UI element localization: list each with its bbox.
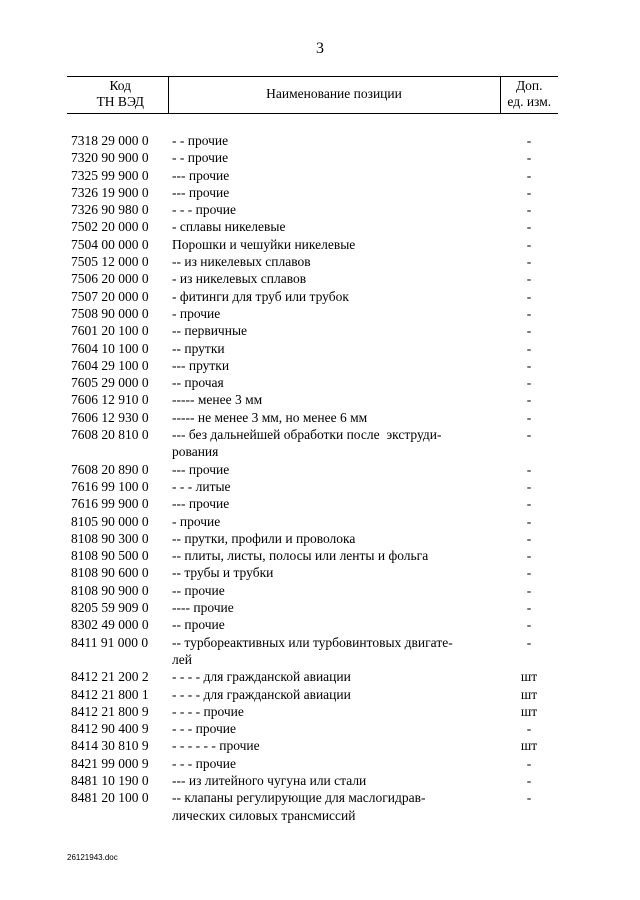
supplementary-unit: - (526, 461, 532, 477)
commodity-code: 7606 12 930 0 (71, 409, 149, 425)
commodity-name-line: - - - - - - прочие (172, 738, 260, 754)
commodity-name (168, 201, 500, 218)
column-header-code-line1: Код (109, 78, 132, 93)
supplementary-unit: - (526, 478, 532, 494)
supplementary-unit: - (526, 617, 532, 633)
commodity-name (168, 132, 500, 149)
commodity-code: 7320 90 900 0 (71, 150, 149, 166)
table-row (67, 495, 558, 512)
commodity-code: 8105 90 000 0 (71, 513, 149, 529)
commodity-name-line: -- прутки, профили и проволока (172, 530, 356, 546)
supplementary-unit: - (526, 271, 532, 287)
commodity-name-line: -- трубы и трубки (172, 565, 274, 581)
table-row (67, 149, 558, 166)
supplementary-unit: - (526, 634, 532, 650)
commodity-code: 8414 30 810 9 (71, 738, 149, 754)
commodity-name (168, 720, 500, 737)
table-row (67, 426, 558, 461)
commodity-code: 8108 90 900 0 (71, 582, 149, 598)
commodity-name (168, 495, 500, 512)
commodity-name (168, 305, 500, 322)
commodity-name-line: - - - прочие (172, 202, 236, 218)
table-row (67, 218, 558, 235)
table-row (67, 616, 558, 633)
commodity-code: 7608 20 810 0 (71, 427, 149, 443)
commodity-name-line: -- прочие (172, 582, 225, 598)
commodity-name (168, 547, 500, 564)
table-row (67, 564, 558, 581)
commodity-code: 7325 99 900 0 (71, 167, 149, 183)
commodity-name-line: -- прочая (172, 375, 224, 391)
commodity-name (168, 599, 500, 616)
supplementary-unit: - (526, 167, 532, 183)
commodity-name (168, 634, 500, 669)
table-row (67, 184, 558, 201)
table-row (67, 755, 558, 772)
commodity-code: 7504 00 000 0 (71, 236, 149, 252)
supplementary-unit: - (526, 202, 532, 218)
table-row (67, 288, 558, 305)
commodity-code: 7502 20 000 0 (71, 219, 149, 235)
commodity-name (168, 270, 500, 287)
commodity-name-line: - из никелевых сплавов (172, 271, 307, 287)
commodity-name-line: ----- не менее 3 мм, но менее 6 мм (172, 409, 368, 425)
table-row (67, 270, 558, 287)
supplementary-unit: - (526, 772, 532, 788)
column-header-unit (500, 77, 558, 114)
table-row (67, 391, 558, 408)
commodity-name (168, 374, 500, 391)
commodity-code: 8205 59 909 0 (71, 600, 149, 616)
column-header-code (67, 77, 168, 114)
supplementary-unit: - (526, 513, 532, 529)
supplementary-unit: - (526, 409, 532, 425)
commodity-name-line: -- прутки (172, 340, 225, 356)
commodity-name-line: - - - прочие (172, 755, 236, 771)
commodity-name-line: -- плиты, листы, полосы или ленты и фольга (172, 548, 429, 564)
commodity-name-line: - сплавы никелевые (172, 219, 286, 235)
table-row (67, 461, 558, 478)
supplementary-unit: - (526, 219, 532, 235)
commodity-name-line: - - - литые (172, 478, 231, 494)
commodity-name-line: лических силовых трансмиссий (172, 807, 356, 823)
commodity-name-line: --- прочие (172, 461, 230, 477)
commodity-name (168, 184, 500, 201)
commodity-name (168, 288, 500, 305)
commodity-name-line: - - - - для гражданской авиации (172, 686, 351, 702)
commodity-name-line: лей (172, 651, 192, 667)
commodity-code: 8108 90 500 0 (71, 548, 149, 564)
supplementary-unit: - (526, 582, 532, 598)
supplementary-unit: - (526, 548, 532, 564)
commodity-name-line: -- первичные (172, 323, 248, 339)
commodity-name (168, 755, 500, 772)
commodity-code: 8421 99 000 9 (71, 755, 149, 771)
commodity-name-line: - фитинги для труб или трубок (172, 288, 349, 304)
commodity-name (168, 737, 500, 754)
commodity-name-line: - - - прочие (172, 721, 236, 737)
commodity-code: 8412 90 400 9 (71, 721, 149, 737)
table-row (67, 409, 558, 426)
commodity-name (168, 703, 500, 720)
table-row (67, 634, 558, 669)
supplementary-unit: - (526, 254, 532, 270)
supplementary-unit: - (526, 375, 532, 391)
table-row (67, 582, 558, 599)
commodity-name-line: - - прочие (172, 133, 229, 148)
commodity-name-line: - прочие (172, 513, 221, 529)
commodity-name (168, 478, 500, 495)
commodity-code: 8481 10 190 0 (71, 772, 149, 788)
column-header-unit-line2: ед. изм. (507, 94, 552, 109)
supplementary-unit: шт (520, 738, 538, 754)
supplementary-unit: - (526, 392, 532, 408)
commodity-name (168, 322, 500, 339)
table-row (67, 253, 558, 270)
commodity-name-line: -- прочие (172, 617, 225, 633)
supplementary-unit: - (526, 530, 532, 546)
table-row (67, 530, 558, 547)
commodity-name-line: --- без дальнейшей обработки после экструди- (172, 427, 442, 443)
table-row (67, 374, 558, 391)
supplementary-unit: - (526, 755, 532, 771)
commodity-code: 7608 20 890 0 (71, 461, 149, 477)
commodity-code: 8108 90 300 0 (71, 530, 149, 546)
commodity-code: 7616 99 900 0 (71, 496, 149, 512)
commodity-code: 7601 20 100 0 (71, 323, 149, 339)
commodity-code: 8302 49 000 0 (71, 617, 149, 633)
supplementary-unit: - (526, 340, 532, 356)
column-header-code-line2: ТН ВЭД (96, 94, 144, 109)
column-header-name: Наименование позиции (168, 77, 500, 114)
commodity-name-line: --- прутки (172, 357, 230, 373)
commodity-name-line: Порошки и чешуйки никелевые (172, 236, 356, 252)
commodity-code: 8481 20 100 0 (71, 790, 149, 806)
commodity-name-line: --- прочие (172, 184, 230, 200)
commodity-name (168, 236, 500, 253)
commodity-name (168, 461, 500, 478)
commodity-name (168, 668, 500, 685)
supplementary-unit: - (526, 565, 532, 581)
commodity-code: 8108 90 600 0 (71, 565, 149, 581)
commodity-name (168, 530, 500, 547)
supplementary-unit: шт (520, 669, 538, 685)
table-row (67, 167, 558, 184)
document-filename: 26121943.doc (67, 853, 118, 862)
table-row (67, 305, 558, 322)
commodity-name (168, 340, 500, 357)
commodity-code: 7604 29 100 0 (71, 357, 149, 373)
commodity-name-line: - - прочие (172, 150, 229, 166)
commodity-name (168, 253, 500, 270)
supplementary-unit: - (526, 288, 532, 304)
supplementary-unit: - (526, 427, 532, 443)
commodity-code: 8412 21 800 1 (71, 686, 149, 702)
table-row (67, 513, 558, 530)
commodity-code: 7507 20 000 0 (71, 288, 149, 304)
commodity-name (168, 686, 500, 703)
commodity-code: 8412 21 800 9 (71, 703, 149, 719)
commodity-code: 7508 90 000 0 (71, 305, 149, 321)
page-number: 3 (316, 40, 324, 57)
supplementary-unit: шт (520, 703, 538, 719)
table-row (67, 201, 558, 218)
supplementary-unit: - (526, 721, 532, 737)
supplementary-unit: - (526, 236, 532, 252)
supplementary-unit: - (526, 600, 532, 616)
table-row (67, 357, 558, 374)
commodity-name (168, 564, 500, 581)
commodity-name-line: --- прочие (172, 167, 230, 183)
table-row (67, 668, 558, 685)
table-row (67, 772, 558, 789)
table-row (67, 720, 558, 737)
commodity-code: 8412 21 200 2 (71, 669, 149, 685)
table-spacer-row (67, 114, 558, 133)
table-row (67, 322, 558, 339)
commodity-name-line: рования (172, 444, 219, 460)
table-header-row (67, 77, 558, 114)
commodity-code: 7326 90 980 0 (71, 202, 149, 218)
table-row (67, 599, 558, 616)
commodity-name-line: -- клапаны регулирующие для маслогидрав- (172, 790, 426, 806)
commodity-name (168, 167, 500, 184)
supplementary-unit: - (526, 184, 532, 200)
column-header-unit-line1: Доп. (515, 78, 543, 93)
commodity-code: 7506 20 000 0 (71, 271, 149, 287)
commodity-name (168, 426, 500, 461)
commodity-code: 7326 19 900 0 (71, 184, 149, 200)
commodity-code: 8411 91 000 0 (71, 634, 149, 650)
commodity-code: 7604 10 100 0 (71, 340, 149, 356)
table-row (67, 236, 558, 253)
supplementary-unit: - (526, 133, 532, 148)
commodity-name (168, 391, 500, 408)
table-row (67, 686, 558, 703)
commodity-name-line: --- из литейного чугуна или стали (172, 772, 367, 788)
commodity-name-line: - прочие (172, 305, 221, 321)
table-row (67, 547, 558, 564)
table-row (67, 132, 558, 149)
table-row (67, 737, 558, 754)
commodity-name (168, 582, 500, 599)
commodity-name-line: - - - - прочие (172, 703, 244, 719)
supplementary-unit: - (526, 323, 532, 339)
commodity-name (168, 409, 500, 426)
table-row (67, 789, 558, 824)
table-row (67, 478, 558, 495)
commodity-name (168, 789, 500, 824)
commodity-name-line: - - - - для гражданской авиации (172, 669, 351, 685)
commodity-name-line: -- из никелевых сплавов (172, 254, 311, 270)
commodity-name (168, 149, 500, 166)
table-row (67, 703, 558, 720)
commodity-table (67, 76, 558, 824)
commodity-code: 7318 29 000 0 (71, 133, 149, 148)
commodity-code: 7616 99 100 0 (71, 478, 149, 494)
commodity-code: 7606 12 910 0 (71, 392, 149, 408)
supplementary-unit: - (526, 496, 532, 512)
supplementary-unit: шт (520, 686, 538, 702)
commodity-name-line: --- прочие (172, 496, 230, 512)
supplementary-unit: - (526, 150, 532, 166)
supplementary-unit: - (526, 305, 532, 321)
table-row (67, 340, 558, 357)
commodity-name (168, 616, 500, 633)
commodity-name-line: ----- менее 3 мм (172, 392, 263, 408)
supplementary-unit: - (526, 790, 532, 806)
commodity-name-line: ---- прочие (172, 600, 234, 616)
commodity-code: 7605 29 000 0 (71, 375, 149, 391)
commodity-name (168, 218, 500, 235)
commodity-name-line: -- турбореактивных или турбовинтовых двигате- (172, 634, 453, 650)
supplementary-unit: - (526, 357, 532, 373)
commodity-code: 7505 12 000 0 (71, 254, 149, 270)
commodity-name (168, 772, 500, 789)
commodity-name (168, 357, 500, 374)
commodity-name (168, 513, 500, 530)
